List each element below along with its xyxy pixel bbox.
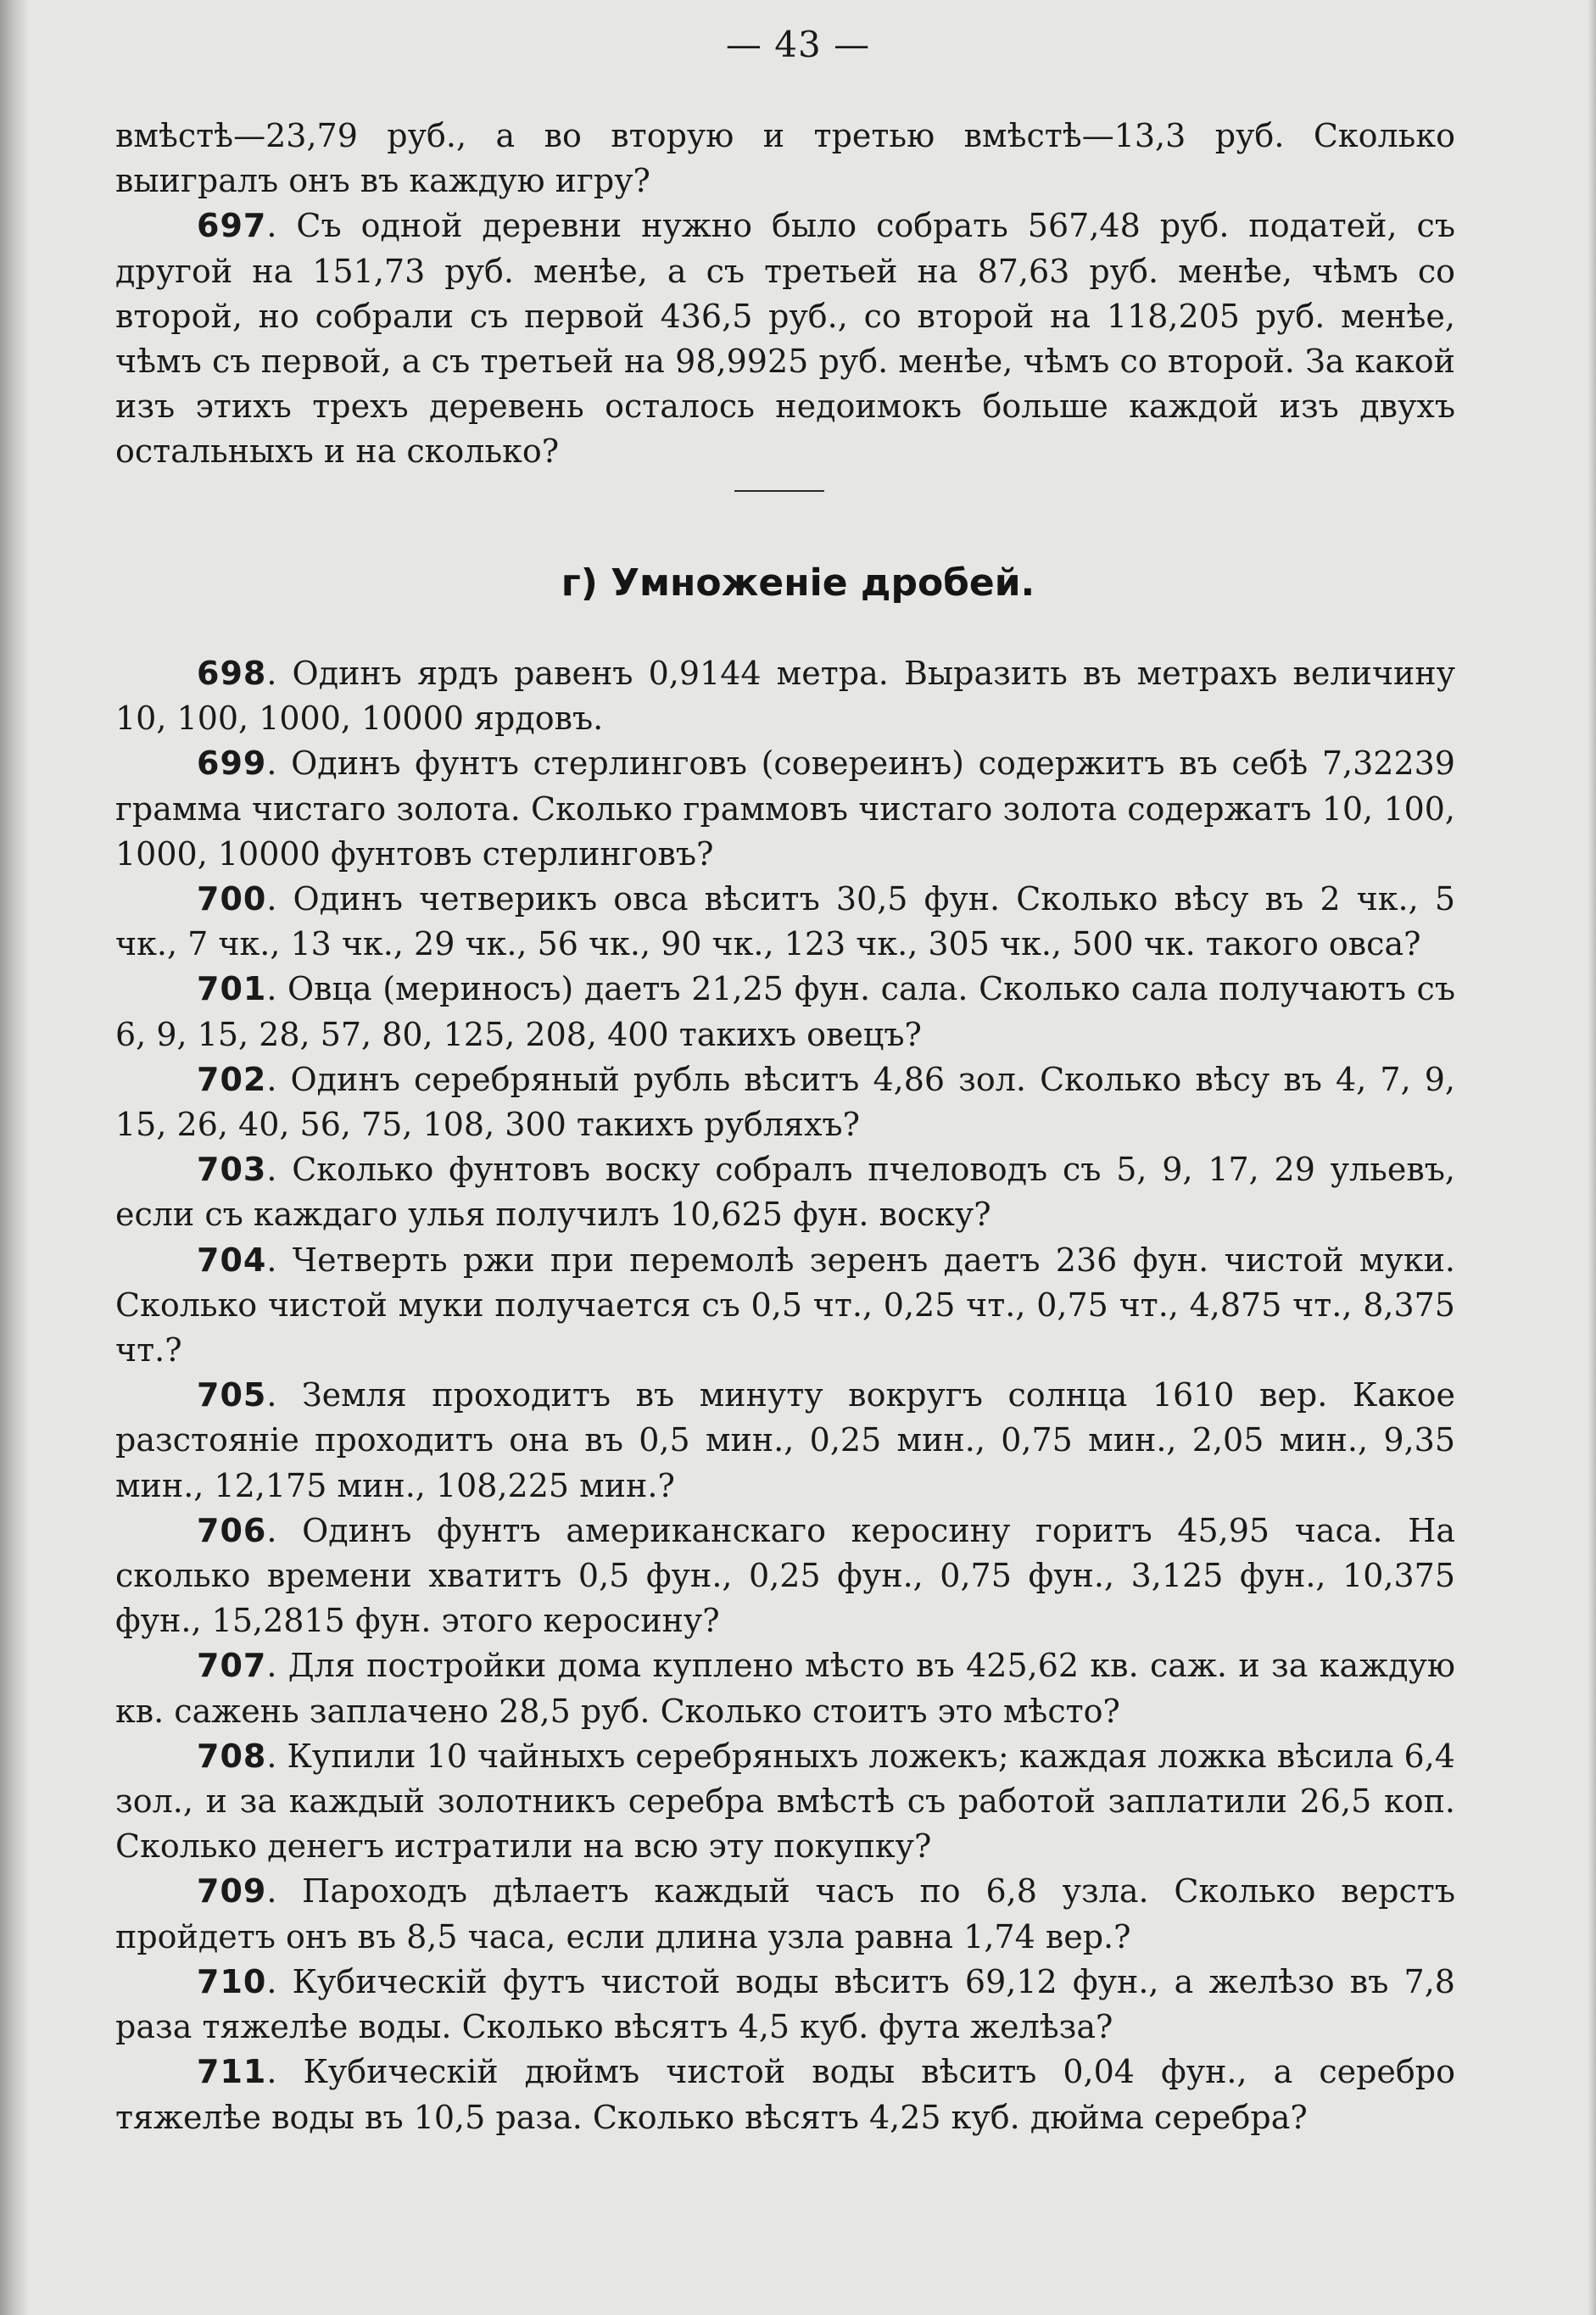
problem-number: 701 bbox=[197, 970, 267, 1008]
problem-697 bbox=[115, 204, 1455, 474]
problem-706 bbox=[115, 1509, 1455, 1644]
problem-number: 709 bbox=[197, 1872, 267, 1911]
problem-699 bbox=[115, 741, 1455, 877]
problem-text: . Земля проходитъ въ минуту вокругъ солнца 1610 вер. Какое разстояніе проходитъ она въ 0,5 мин., 0,25 мин., 0,75 мин., 2,05 мин., 9,35 мин., 12,175 мин., 108,225 мин.? bbox=[115, 1376, 1455, 1504]
problem-text: . Пароходъ дѣлаетъ каждый часъ по 6,8 узла. Сколько верстъ пройдетъ онъ въ 8,5 часа, если длина узла равна 1,74 вер.? bbox=[115, 1872, 1455, 1955]
problem-text: . Кубическій футъ чистой воды вѣситъ 69,12 фун., а желѣзо въ 7,8 раза тяжелѣе воды. Сколько вѣсятъ 4,5 куб. фута желѣза? bbox=[115, 1962, 1455, 2046]
problem-text: . Кубическій дюймъ чистой воды вѣситъ 0,04 фун., а серебро тяжелѣе воды въ 10,5 раза. Сколько вѣсятъ 4,25 куб. дюйма серебра? bbox=[115, 2053, 1455, 2136]
problem-text: . Сколько фунтовъ воску собралъ пчеловодъ съ 5, 9, 17, 29 ульевъ, если съ каждаго улья получилъ 10,625 фун. воску? bbox=[115, 1151, 1455, 1234]
problem-text: . Съ одной деревни нужно было собрать 567,48 руб. податей, съ другой на 151,73 руб. менѣе, а съ третьей на 87,63 руб. менѣе, чѣмъ со второй, но собрали съ первой 436,5 руб., со второй на 118,205 руб. менѣе, чѣмъ съ первой, а съ третьей на 98,9925 руб. менѣе, чѣмъ со второй. За какой изъ этихъ трехъ деревень осталось недоимокъ больше каждой изъ двухъ остальныхъ и на сколько? bbox=[115, 207, 1455, 471]
problem-text: . Четверть ржи при перемолѣ зеренъ даетъ 236 фун. чистой муки. Сколько чистой муки получается съ 0,5 чт., 0,25 чт., 0,75 чт., 4,875 чт., 8,375 чт.? bbox=[115, 1241, 1455, 1369]
problem-number: 700 bbox=[197, 880, 267, 918]
problem-number: 697 bbox=[197, 207, 267, 245]
problem-number: 706 bbox=[197, 1511, 267, 1549]
page-number: — 43 — bbox=[725, 24, 871, 65]
problem-text: . Одинъ серебряный рубль вѣситъ 4,86 зол. Сколько вѣсу въ 4, 7, 9, 15, 26, 40, 56, 75, 108, 300 такихъ рубляхъ? bbox=[115, 1060, 1455, 1144]
page-edge bbox=[1588, 0, 1596, 2315]
problem-text: . Одинъ фунтъ стерлинговъ (совереинъ) содержитъ въ себѣ 7,32239 грамма чистаго золота. Сколько граммовъ чистаго золота содержатъ 10, 100, 1000, 10000 фунтовъ стерлинговъ? bbox=[115, 745, 1455, 873]
problem-text: . Для постройки дома куплено мѣсто въ 425,62 кв. саж. и за каждую кв. сажень заплачено 28,5 руб. Сколько стоитъ это мѣсто? bbox=[115, 1647, 1455, 1730]
section-heading: г) Умноженіе дробей. bbox=[561, 561, 1035, 605]
top-text-block bbox=[115, 114, 1455, 475]
problem-text: . Одинъ четверикъ овса вѣситъ 30,5 фун. Сколько вѣсу въ 2 чк., 5 чк., 7 чк., 13 чк., 29 чк., 56 чк., 90 чк., 123 чк., 305 чк., 500 чк. такого овса? bbox=[115, 880, 1455, 963]
problem-711 bbox=[115, 2050, 1455, 2139]
problem-text: . Одинъ фунтъ американскаго керосину горитъ 45,95 часа. На сколько времени хватитъ 0,5 фун., 0,25 фун., 0,75 фун., 3,125 фун., 10,375 фун., 15,2815 фун. этого керосину? bbox=[115, 1511, 1455, 1640]
problem-710 bbox=[115, 1960, 1455, 2050]
problem-707 bbox=[115, 1643, 1455, 1733]
problem-number: 710 bbox=[197, 1962, 267, 2000]
problem-708 bbox=[115, 1734, 1455, 1870]
problem-709 bbox=[115, 1869, 1455, 1959]
problem-698 bbox=[115, 651, 1455, 741]
section-divider bbox=[734, 490, 824, 492]
problem-number: 698 bbox=[197, 655, 267, 692]
problems-block bbox=[115, 651, 1455, 2140]
problem-701 bbox=[115, 967, 1455, 1057]
problem-705 bbox=[115, 1373, 1455, 1509]
problem-number: 708 bbox=[197, 1737, 267, 1775]
problem-number: 707 bbox=[197, 1647, 267, 1685]
problem-704 bbox=[115, 1238, 1455, 1374]
problem-number: 702 bbox=[197, 1060, 267, 1098]
problem-number: 703 bbox=[197, 1151, 267, 1189]
problem-text: . Одинъ ярдъ равенъ 0,9144 метра. Выразить въ метрахъ величину 10, 100, 1000, 10000 ярдовъ. bbox=[115, 655, 1455, 738]
problem-text: . Купили 10 чайныхъ серебряныхъ ложекъ; каждая ложка вѣсила 6,4 зол., и за каждый золотникъ серебра вмѣстѣ съ работой заплатили 26,5 коп. Сколько денегъ истратили на всю эту покупку? bbox=[115, 1737, 1455, 1866]
continuation-paragraph: вмѣстѣ—23,79 руб., а во вторую и третью вмѣстѣ—13,3 руб. Сколько выигралъ онъ въ каждую игру? bbox=[115, 117, 1455, 200]
problem-703 bbox=[115, 1147, 1455, 1237]
problem-number: 699 bbox=[197, 745, 267, 783]
problem-text: . Овца (мериносъ) даетъ 21,25 фун. сала. Сколько сала получаютъ съ 6, 9, 15, 28, 57, 80, 125, 208, 400 такихъ овецъ? bbox=[115, 970, 1455, 1053]
binding-shadow bbox=[0, 0, 29, 2315]
problem-number: 705 bbox=[197, 1376, 267, 1414]
problem-700 bbox=[115, 877, 1455, 967]
problem-number: 711 bbox=[197, 2053, 267, 2091]
problem-number: 704 bbox=[197, 1241, 267, 1279]
problem-702 bbox=[115, 1057, 1455, 1147]
